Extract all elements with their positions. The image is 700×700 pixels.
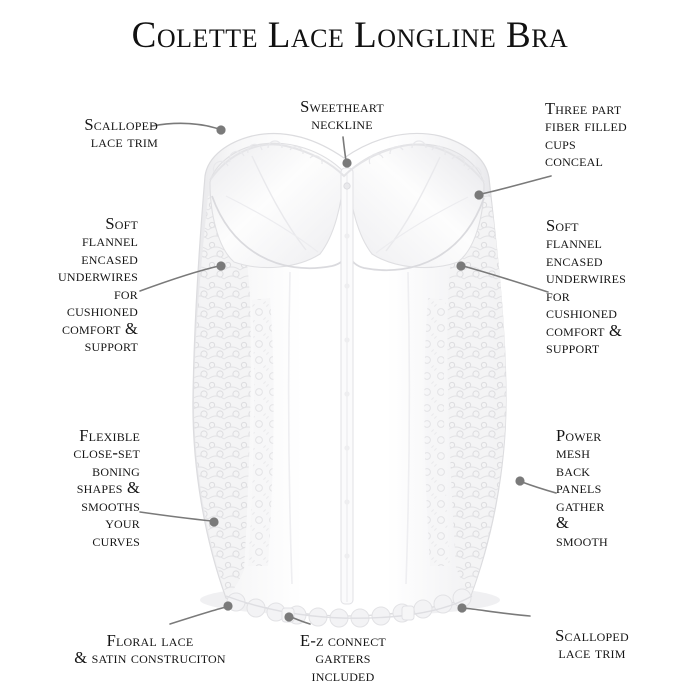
annotation-line: Flexible — [79, 426, 140, 445]
annotation-line: comfort & — [546, 320, 623, 340]
leader-line — [464, 608, 530, 616]
annotation-line: boning — [92, 460, 140, 480]
annotation-line: support — [84, 336, 138, 356]
annotation-line: Soft — [546, 216, 579, 235]
callout-dot — [457, 603, 466, 612]
leader-line — [481, 176, 551, 194]
annotation-soft-flannel-encased-underwires-left — [10, 215, 138, 355]
annotation-line: your — [105, 513, 140, 533]
annotation-line: Three part — [545, 99, 622, 118]
annotation-line: lace trim — [90, 132, 158, 152]
leader-line — [170, 607, 226, 624]
callout-dot — [515, 476, 524, 485]
leader-line — [343, 137, 346, 161]
annotation-line: encased — [546, 250, 603, 270]
leader-line — [522, 482, 556, 493]
callout-dot — [216, 125, 225, 134]
annotation-line: comfort & — [61, 318, 138, 338]
annotation-line: panels — [556, 478, 602, 498]
annotation-line: flannel — [81, 231, 138, 251]
annotation-scalloped-lace-trim-top — [18, 116, 158, 151]
annotation-power-mesh-back-panels — [556, 427, 682, 549]
annotation-line: back — [556, 460, 591, 480]
annotation-three-part-fiber-filled-cups-conceal — [545, 100, 693, 170]
annotation-line: Sweetheart — [300, 97, 384, 116]
annotation-scalloped-lace-trim-bottom — [522, 627, 662, 662]
annotation-line: smooth — [556, 530, 608, 550]
annotation-line: underwires — [58, 266, 138, 286]
annotation-line: shapes & — [76, 478, 140, 498]
annotation-ez-connect-garters-included — [268, 632, 418, 684]
callout-dot — [474, 190, 483, 199]
leader-line — [291, 617, 310, 624]
annotation-line: underwires — [546, 268, 626, 288]
annotation-line: Scalloped — [555, 626, 629, 645]
callout-dot — [209, 517, 218, 526]
annotation-line: curves — [92, 530, 140, 550]
annotation-sweetheart-neckline — [272, 98, 412, 133]
annotation-line: cups — [545, 133, 576, 153]
annotation-line: Floral lace — [106, 631, 194, 650]
annotation-line: smooths — [81, 495, 140, 515]
annotation-line: flannel — [546, 233, 603, 253]
annotation-line: & — [556, 513, 570, 533]
annotation-flexible-close-set-boning — [18, 427, 140, 549]
annotation-line: encased — [81, 248, 138, 268]
annotation-line: cushioned — [66, 301, 138, 321]
annotation-line: garters — [315, 648, 371, 668]
annotation-line: Power — [556, 426, 602, 445]
annotation-line: gather — [556, 495, 605, 515]
annotation-line: fiber filled — [545, 116, 627, 136]
annotation-floral-lace-satin-construction — [50, 632, 250, 667]
annotation-line: conceal — [545, 151, 604, 171]
annotation-line: & satin construciton — [74, 648, 226, 668]
callout-dot — [223, 601, 232, 610]
callout-dot — [456, 261, 465, 270]
annotation-soft-flannel-encased-underwires-right — [546, 217, 682, 357]
annotation-line: close-set — [73, 443, 140, 463]
callout-dot — [216, 261, 225, 270]
annotation-line: support — [546, 338, 600, 358]
leader-line — [140, 512, 212, 521]
annotation-line: for — [114, 283, 138, 303]
annotation-line: E-z connect — [300, 631, 386, 650]
leader-line — [140, 266, 219, 291]
annotation-line: Scalloped — [84, 115, 158, 134]
annotation-line: included — [311, 665, 375, 685]
annotation-line: neckline — [311, 114, 373, 134]
page-title: Colette Lace Longline Bra — [131, 15, 569, 56]
callout-dot — [284, 612, 293, 621]
leader-line — [152, 123, 219, 129]
annotation-line: Soft — [105, 214, 138, 233]
leader-line — [463, 266, 548, 292]
annotation-line: cushioned — [546, 303, 618, 323]
callout-dot — [342, 158, 351, 167]
annotation-line: for — [546, 285, 570, 305]
annotation-line: lace trim — [558, 643, 626, 663]
annotation-line: mesh — [556, 443, 591, 463]
